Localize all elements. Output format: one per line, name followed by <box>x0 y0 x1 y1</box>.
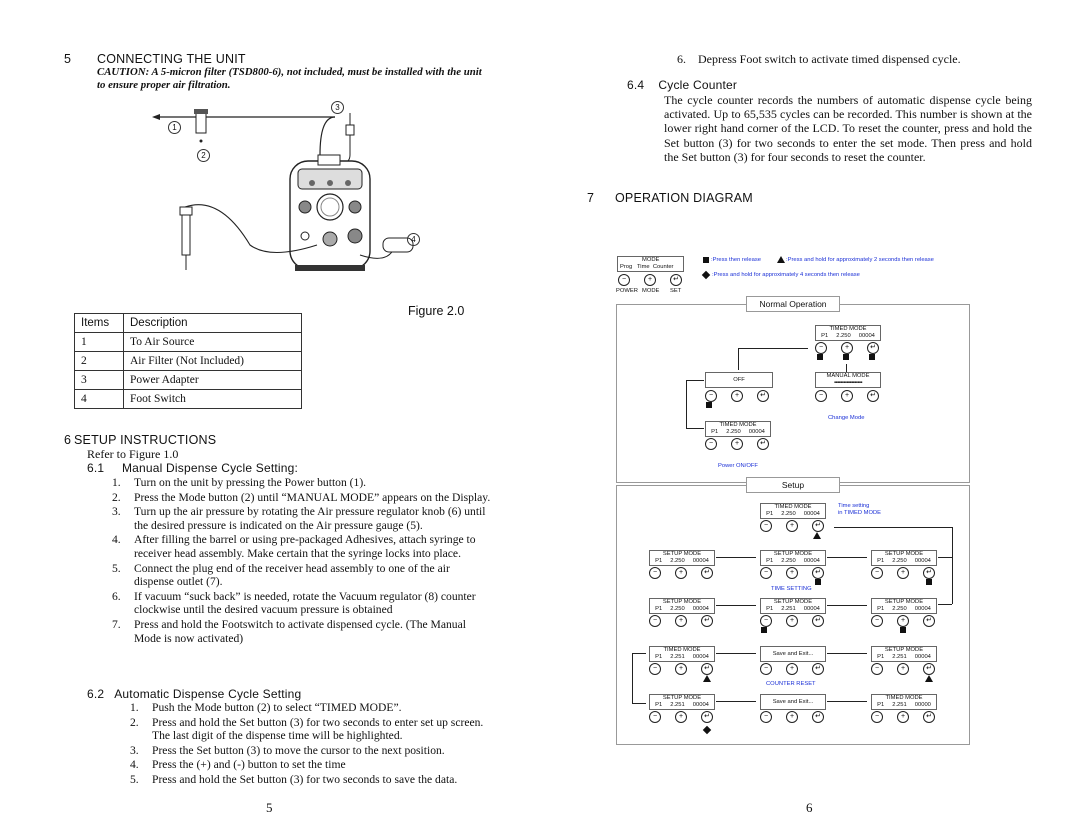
lcd-timed-mode-left: TIMED MODE P1 2.250 00004 <box>705 421 771 437</box>
list-item: 5. Connect the plug end of the receiver head assembly to one of the air dispense outlet (7). <box>112 561 450 589</box>
minus-icon: − <box>705 438 717 450</box>
minus-icon: − <box>705 390 717 402</box>
table-header-items: Items <box>75 314 124 333</box>
power-onoff-label: Power ON/OFF <box>718 463 758 469</box>
callout-4: 4 <box>407 233 420 246</box>
set-icon: ↵ <box>812 663 824 675</box>
section-5-number: 5 <box>64 52 72 66</box>
table-cell: Air Filter (Not Included) <box>124 352 302 371</box>
press-release-icon <box>817 354 823 360</box>
minus-icon: − <box>815 342 827 354</box>
flow-line <box>827 653 867 654</box>
set-icon: ↵ <box>923 711 935 723</box>
lcd-save-exit-1: Save and Exit... <box>760 646 826 662</box>
set-icon: ↵ <box>701 615 713 627</box>
table-cell: Power Adapter <box>124 371 302 390</box>
plus-icon: + <box>786 711 798 723</box>
press-release-icon <box>869 354 875 360</box>
normal-operation-panel <box>616 304 970 483</box>
press-release-icon <box>843 354 849 360</box>
section-6-title: SETUP INSTRUCTIONS <box>74 433 217 447</box>
minus-icon: − <box>618 274 630 286</box>
button-row <box>760 711 832 723</box>
plus-icon: + <box>644 274 656 286</box>
time-setting-note-1: Time setting <box>838 503 870 509</box>
minus-icon: − <box>815 390 827 402</box>
list-item: 2. Press and hold the Set button (3) for two seconds to enter set up screen. The last digit of the dispense time will be highlighted. <box>130 715 484 743</box>
table-cell: 1 <box>75 333 124 352</box>
button-row <box>705 390 777 402</box>
button-row <box>871 615 943 627</box>
minus-icon: − <box>649 567 661 579</box>
callout-1: 1 <box>168 121 181 134</box>
table-cell: 2 <box>75 352 124 371</box>
table-cell: 4 <box>75 390 124 409</box>
plus-icon: + <box>731 390 743 402</box>
flow-line <box>632 703 646 704</box>
time-setting-note-2: in TIMED MODE <box>838 510 882 516</box>
list-item: 1. Turn on the unit by pressing the Power button (1). <box>112 476 367 489</box>
table-header-description: Description <box>124 314 302 333</box>
button-row <box>705 438 777 450</box>
items-table <box>74 313 302 409</box>
hold-2s-icon <box>703 675 711 682</box>
legend-press-release: :Press then release <box>711 257 761 263</box>
flow-line <box>632 653 633 703</box>
legend-power-label: POWER <box>616 288 638 294</box>
cycle-counter-body: The cycle counter records the numbers of automatic dispense cycle being activated. Up to 65,535 cycles can be recorded. This number is shown at the lower right hand corner of the LCD. To reset the counter, press and hold the Set button (3) for two seconds to enter the set mode. Then press and hold the Set button (3) for four seconds to reset the counter. <box>664 93 1032 164</box>
plus-icon: + <box>786 567 798 579</box>
button-row <box>760 520 832 532</box>
set-icon: ↵ <box>867 390 879 402</box>
button-row <box>760 663 832 675</box>
lcd-setup-timed: TIMED MODE P1 2.250 00004 <box>760 503 826 519</box>
lcd-r3-timed: TIMED MODE P1 2.251 00004 <box>649 646 715 662</box>
lcd-setup-r2-2: SETUP MODE P1 2.251 00004 <box>760 598 826 614</box>
list-item: 2. Press the Mode button (2) until “MANUAL MODE” appears on the Display. <box>112 490 491 504</box>
callout-2: 2 <box>197 149 210 162</box>
section-7-title: OPERATION DIAGRAM <box>615 191 753 205</box>
hold-2s-icon <box>777 256 785 263</box>
set-icon: ↵ <box>757 438 769 450</box>
plus-icon: + <box>786 663 798 675</box>
press-release-icon <box>761 627 767 633</box>
legend-hold-2s: :Press and hold for approximately 2 seconds then release <box>786 257 934 263</box>
minus-icon: − <box>649 711 661 723</box>
callout-3: 3 <box>331 101 344 114</box>
button-row <box>760 615 832 627</box>
flow-line <box>846 364 847 372</box>
set-icon: ↵ <box>701 663 713 675</box>
lcd-manual-mode: MANUAL MODE ▪▪▪▪▪▪▪▪▪▪▪▪▪▪▪▪▪▪ <box>815 372 881 388</box>
section-6-1-title: 6.1 Manual Dispense Cycle Setting: <box>87 461 299 475</box>
minus-icon: − <box>871 615 883 627</box>
set-icon: ↵ <box>867 342 879 354</box>
setup-title: Setup <box>746 477 840 493</box>
plus-icon: + <box>897 615 909 627</box>
minus-icon: − <box>760 663 772 675</box>
flow-line <box>938 604 952 605</box>
flow-line <box>686 380 704 381</box>
flow-line <box>827 557 867 558</box>
flow-line <box>938 557 952 558</box>
minus-icon: − <box>871 663 883 675</box>
minus-icon: − <box>760 615 772 627</box>
legend-hold-4s: :Press and hold for approximately 4 seconds then release <box>712 272 860 278</box>
table-cell: 3 <box>75 371 124 390</box>
lcd-setup-r1-1: SETUP MODE P1 2.250 00004 <box>649 550 715 566</box>
button-row <box>760 567 832 579</box>
plus-icon: + <box>897 567 909 579</box>
button-row <box>649 711 721 723</box>
connection-figure <box>150 95 430 280</box>
list-item: 4. Press the (+) and (-) button to set the time <box>130 758 346 772</box>
table-cell: To Air Source <box>124 333 302 352</box>
section-7-number: 7 <box>587 191 595 205</box>
plus-icon: + <box>731 438 743 450</box>
set-icon: ↵ <box>812 711 824 723</box>
plus-icon: + <box>897 663 909 675</box>
page-number-left: 5 <box>266 800 273 815</box>
section-5-title: CONNECTING THE UNIT <box>97 52 246 66</box>
auto-steps-list <box>130 701 490 788</box>
button-row <box>815 390 887 402</box>
button-row <box>649 615 721 627</box>
flow-line <box>827 605 867 606</box>
step-6-text: 6. Depress Foot switch to activate timed dispensed cycle. <box>677 52 961 66</box>
lcd-r4-timed: TIMED MODE P1 2.251 00000 <box>871 694 937 710</box>
figure-caption: Figure 2.0 <box>408 304 465 318</box>
button-row <box>649 663 721 675</box>
list-item: 6. If vacuum “suck back” is needed, rotate the Vacuum regulator (8) counter clockwise until the desired vacuum pressure is obtained <box>112 589 476 617</box>
set-icon: ↵ <box>812 567 824 579</box>
flow-line <box>738 348 808 349</box>
flow-line <box>716 653 756 654</box>
button-row <box>649 567 721 579</box>
section-6-4-title: 6.4 Cycle Counter <box>627 78 738 92</box>
legend-set-label: SET <box>670 288 682 294</box>
lcd-r4-setup: SETUP MODE P1 2.251 00004 <box>649 694 715 710</box>
set-icon: ↵ <box>923 567 935 579</box>
list-item: 1. Push the Mode button (2) to select “TIMED MODE”. <box>130 701 402 714</box>
plus-icon: + <box>897 711 909 723</box>
legend-lcd: MODE Prog Time Counter <box>617 256 684 272</box>
set-icon: ↵ <box>923 663 935 675</box>
legend-button-row <box>618 274 690 286</box>
section-6-2-title: 6.2 Automatic Dispense Cycle Setting <box>87 687 302 701</box>
press-release-icon <box>900 627 906 633</box>
counter-reset-label: COUNTER RESET <box>766 681 816 687</box>
lcd-setup-r2-3: SETUP MODE P1 2.250 00004 <box>871 598 937 614</box>
normal-operation-title: Normal Operation <box>746 296 840 312</box>
minus-icon: − <box>760 567 772 579</box>
minus-icon: − <box>649 663 661 675</box>
press-release-icon <box>706 402 712 408</box>
flow-line <box>686 428 704 429</box>
refer-text: Refer to Figure 1.0 <box>87 447 179 461</box>
table-header-row <box>75 314 302 333</box>
plus-icon: + <box>841 342 853 354</box>
lcd-off: OFF <box>705 372 773 388</box>
flow-line <box>716 605 756 606</box>
set-icon: ↵ <box>812 615 824 627</box>
press-release-icon <box>703 257 709 263</box>
button-row <box>871 567 943 579</box>
button-row <box>815 342 887 354</box>
hold-4s-icon <box>702 271 710 279</box>
plus-icon: + <box>675 711 687 723</box>
minus-icon: − <box>760 520 772 532</box>
lcd-timed-mode: TIMED MODE P1 2.250 00004 <box>815 325 881 341</box>
plus-icon: + <box>841 390 853 402</box>
flow-line <box>827 701 867 702</box>
table-row <box>75 371 302 390</box>
set-icon: ↵ <box>670 274 682 286</box>
plus-icon: + <box>675 663 687 675</box>
list-item: 3. Press the Set button (3) to move the cursor to the next position. <box>130 743 445 757</box>
lcd-setup-r1-3: SETUP MODE P1 2.250 00004 <box>871 550 937 566</box>
plus-icon: + <box>786 615 798 627</box>
set-icon: ↵ <box>923 615 935 627</box>
flow-line <box>834 527 952 528</box>
set-icon: ↵ <box>757 390 769 402</box>
list-item: 7. Press and hold the Footswitch to activate dispensed cycle. (The Manual Mode is now activated) <box>112 617 466 645</box>
minus-icon: − <box>871 711 883 723</box>
flow-line <box>632 653 646 654</box>
flow-line <box>716 557 756 558</box>
caution-note: CAUTION: A 5-micron filter (TSD800-6), not included, must be installed with the unit to ensure proper air filtration. <box>97 66 482 91</box>
lcd-r3-setup: SETUP MODE P1 2.251 00004 <box>871 646 937 662</box>
time-setting-label: TIME SETTING <box>771 586 812 592</box>
page-number-right: 6 <box>806 800 813 815</box>
flow-line <box>716 701 756 702</box>
hold-2s-icon <box>925 675 933 682</box>
button-row <box>871 711 943 723</box>
lcd-setup-r1-2: SETUP MODE P1 2.250 00004 <box>760 550 826 566</box>
minus-icon: − <box>871 567 883 579</box>
lcd-setup-r2-1: SETUP MODE P1 2.250 00004 <box>649 598 715 614</box>
flow-line <box>686 380 687 428</box>
flow-line <box>952 527 953 604</box>
set-icon: ↵ <box>701 711 713 723</box>
legend-mode-label: MODE <box>642 288 660 294</box>
lcd-save-exit-2: Save and Exit... <box>760 694 826 710</box>
table-row <box>75 333 302 352</box>
plus-icon: + <box>675 615 687 627</box>
table-cell: Foot Switch <box>124 390 302 409</box>
flow-line <box>738 348 739 370</box>
table-row <box>75 352 302 371</box>
press-release-icon <box>926 579 932 585</box>
set-icon: ↵ <box>701 567 713 579</box>
manual-steps-list <box>112 476 492 646</box>
set-icon: ↵ <box>812 520 824 532</box>
button-row <box>871 663 943 675</box>
plus-icon: + <box>786 520 798 532</box>
minus-icon: − <box>760 711 772 723</box>
hold-2s-icon <box>813 532 821 539</box>
press-release-icon <box>815 579 821 585</box>
plus-icon: + <box>675 567 687 579</box>
list-item: 3. Turn up the air pressure by rotating the Air pressure regulator knob (6) until the desired pressure is indicated on the Air pressure gauge (5). <box>112 505 486 532</box>
list-item: 4. After filling the barrel or using pre-packaged Adhesives, attach syringe to receiver head assembly. Make certain that the syringe locks into place. <box>112 533 476 560</box>
section-6-number: 6 <box>64 433 72 447</box>
change-mode-label: Change Mode <box>828 415 865 421</box>
table-row <box>75 390 302 409</box>
list-item: 5. Press and hold the Set button (3) for two seconds to save the data. <box>130 772 458 786</box>
minus-icon: − <box>649 615 661 627</box>
